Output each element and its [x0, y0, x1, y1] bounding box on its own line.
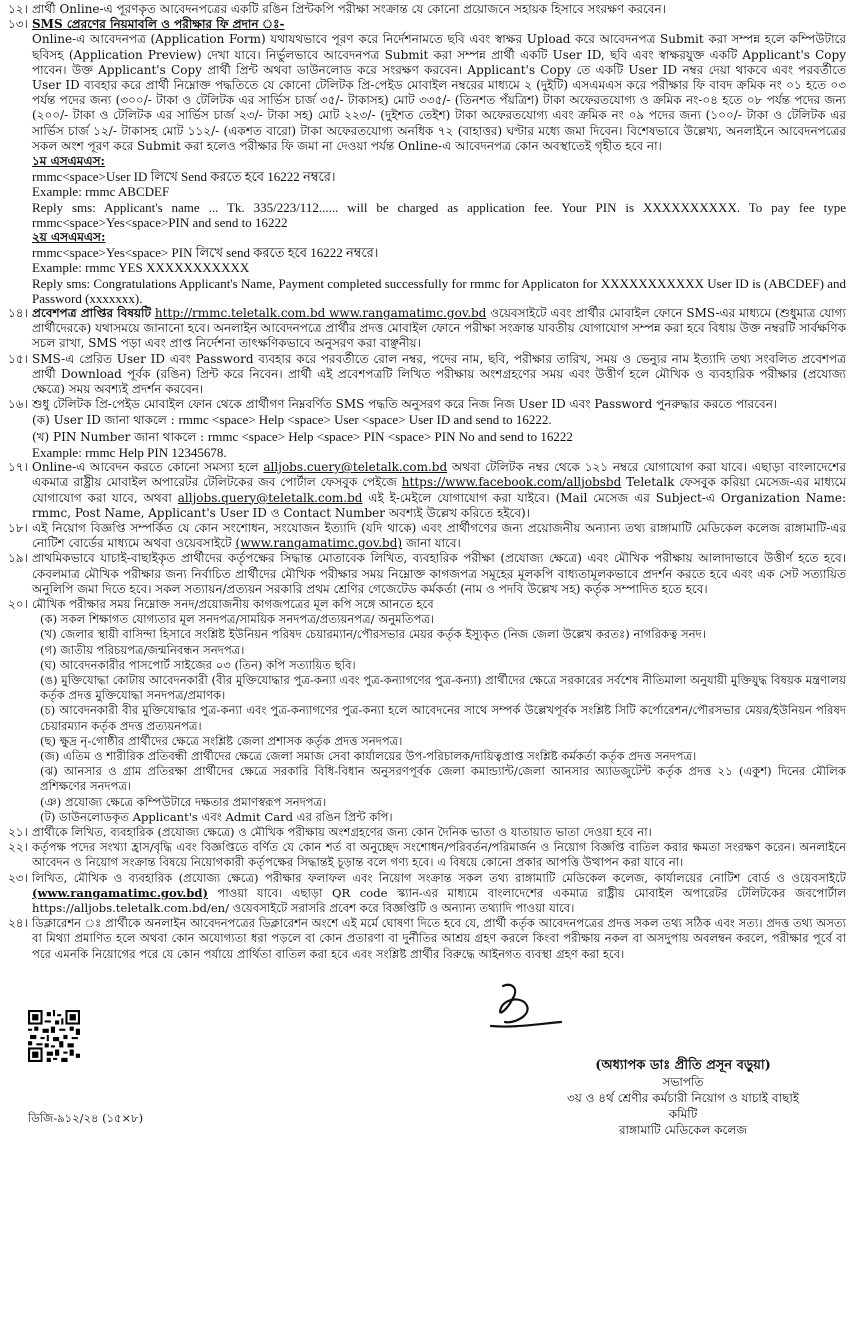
list-item: (ঞ) প্রযোজ্য ক্ষেত্রে কম্পিউটারে দক্ষতার প্রমাণস্বরূপ সনদপত্র। — [40, 794, 327, 809]
recover-example: Example: rmmc Help PIN 12345678. — [32, 444, 227, 460]
clause-18 — [8, 521, 846, 551]
clause-text: লিখিত, মৌখিক ও ব্যবহারিক (প্রযোজ্য ক্ষেত্রে) পরীক্ষার ফলাফল এবং নিয়োগ সংক্রান্ত সকল তথ্য রাঙ্গামাটি মেডিকেল কলেজ, কার্যালয়ের নোটিশ বোর্ড ও ওয়েবসাইটে — [32, 870, 846, 885]
clause-text: প্রার্থী Online-এ পূরণকৃত আবেদনপত্রের একটি রঙিন প্রিন্টকপি পরীক্ষা সংক্রান্ত যে কোনো প্রয়োজনে সহায়ক হিসাবে সংরক্ষণ করবেন। — [32, 2, 666, 16]
list-item: (ঙ) মুক্তিযোদ্ধা কোটায় আবেদনকারী (বীর মুক্তিযোদ্ধার পুত্র-কন্যা এবং পুত্র-কন্যাগণের পুত্র-কন্যা) প্রার্থীদের ক্ষেত্রে সরকারের সর্বশেষ নীতিমালা অনুযায়ী মুক্তিযুদ্ধ বিষয়ক মন্ত্রণালয় কর্তৃক প্রদত্ত মুক্তিযোদ্ধা সনদপত্র/প্রমাণক। — [40, 672, 846, 703]
clause-16 — [8, 397, 846, 460]
list-item: (ঘ) আবেদনকারীর পাসপোর্ট সাইজের ০৩ (তিন) কপি সত্যায়িত ছবি। — [40, 657, 356, 672]
clause-number: ১৯। — [8, 551, 28, 566]
clause-23 — [8, 871, 846, 917]
clause-13 — [8, 17, 846, 306]
clause-text: Online-এ আবেদন করতে কোনো সমস্যা হলে — [32, 460, 259, 475]
clause-14 — [8, 306, 846, 352]
list-item: (ট) ডাউনলোডকৃত Applicant's এবং Admit Card এর রঙিন প্রিন্ট কপি। — [40, 809, 393, 824]
clause-text: Teletalk ফেসবুক করিয়া মেসেজ-এর মাধ্যমে যোগাযোগ করা যাবে, অথবা — [32, 475, 847, 505]
sms1-reply: Reply sms: Applicant's name ... Tk. 335/223/112...... will be charged as application fee. Your PIN is XXXXXXXXXX. To pay fee type rmmc<space>Yes<space>PIN and send to 16222 — [32, 199, 846, 230]
list-item: (খ) জেলার স্থায়ী বাসিন্দা হিসাবে সংশ্লিষ্ট ইউনিয়ন পরিষদ চেয়ারম্যান/পৌরসভার মেয়র কর্তৃক ইস্যুকৃত (নিজ জেলা উল্লেখ করতঃ) নাগরিকত্ব সনদ। — [40, 627, 706, 642]
clause-text: ডিক্লারেশন ঃ প্রার্থীকে অনলাইন আবেদনপত্রের ডিক্লারেশন অংশে এই মর্মে ঘোষণা দিতে হবে যে, প্রার্থী কর্তৃক আবেদনপত্রের প্রদত্ত সকল তথ্য সঠিক এবং সত্য। প্রদত্ত তথ্য অসত্য বা মিথ্যা প্রমাণিত হলে অথবা কোন অযোগ্যতা ধরা পড়লে বা কোন প্রতারণা বা দুর্নীতির আশ্রয় গ্রহণ করলে কিংবা পরীক্ষায় নকল বা অসদুপায় অবলম্বন করলে, পরীক্ষার পূর্বে বা পরে এমনকি নিয়োগের পরে যে কোন পর্যায়ে প্রার্থিতা বাতিল করা হবে এবং সংশ্লিষ্ট প্রার্থীর বিরুদ্ধে আইনগত ব্যবস্থা গ্রহণ করা হবে। — [32, 916, 847, 961]
signatory-name: (অধ্যাপক ডাঃ প্রীতি প্রসূন বড়ুয়া) — [595, 1057, 771, 1073]
facebook-page-link[interactable]: https://www.facebook.com/alljobsbd — [401, 475, 622, 490]
sms1-title: ১ম এসএমএস: — [32, 154, 105, 169]
committee-name: ৩য় ও ৪র্থ শ্রেণীর কর্মচারী নিয়োগ ও যাচাই বাছাই কমিটি — [566, 1090, 800, 1121]
qr-code-icon[interactable] — [28, 1010, 80, 1062]
notice-footer — [8, 968, 846, 1138]
list-item: (ক) সকল শিক্ষাগত যোগ্যতার মূল সনদপত্র/সাময়িক সনদপত্র/প্রত্যয়নপত্র/ অনুমতিপত্র। — [40, 612, 435, 627]
clause-17 — [8, 460, 846, 521]
clause-text: মৌখিক পরীক্ষার সময় নিম্নোক্ত সনদ/প্রয়োজনীয় কাগজপত্রের মূল কপি সঙ্গে আনতে হবে — [32, 596, 434, 611]
clause-number: ১৬। — [8, 397, 28, 412]
recover-userid-label: (ক) User ID জানা থাকলে : — [32, 413, 175, 428]
clause-number: ১৫। — [8, 351, 28, 366]
clause-number: ২১। — [8, 824, 28, 839]
signatory-block — [563, 1058, 803, 1138]
recover-pin-label: (খ) PIN Number জানা থাকলে : — [32, 429, 205, 444]
admit-card-lead: প্রবেশপত্র প্রাপ্তির বিষয়টি — [32, 306, 152, 321]
clause-number: ১২। — [8, 2, 28, 16]
sms2-example: Example: rmmc YES XXXXXXXXXXX — [32, 260, 250, 276]
clause-20 — [8, 597, 846, 825]
clause-text: এই ই-মেইলে যোগাযোগ করা যাইবে। (Mail মেসেজ এর Subject-এ Organization Name: rmmc, Post Name, Applicant's User ID ও Contact Number অবশ্যই উল্লেখ করিতে হইবে)। — [32, 490, 846, 520]
list-item: (ছ) ক্ষুদ্র নৃ-গোষ্ঠীর প্রার্থীদের ক্ষেত্রে সংশ্লিষ্ট জেলা প্রশাসক কর্তৃক প্রদত্ত সনদপত্র। — [40, 733, 403, 748]
clause-number: ১৭। — [8, 460, 28, 475]
website-link[interactable]: http://rmmc.teletalk.com.bd www.rangamatimc.gov.bd — [154, 306, 487, 321]
list-item: (জ) এতিম ও শারীরিক প্রতিবন্ধী প্রার্থীদের ক্ষেত্রে জেলা সমাজ সেবা কার্যালয়ের উপ-পরিচালক/দায়িত্বপ্রাপ্ত সংশ্লিষ্ট কর্মকর্তা কর্তৃক প্রদত্ত সনদপত্র। — [40, 748, 697, 763]
sms2-reply: Reply sms: Congratulations Applicant's Name, Payment completed successfully for rmmc for Applicaton for XXXXXXXXXXX User ID is (ABCDEF) and Password (xxxxxxx). — [32, 275, 846, 306]
list-item: (চ) আবেদনকারী বীর মুক্তিযোদ্ধার পুত্র-কন্যা এবং পুত্র-কন্যাগণের পুত্র-কন্যা হলে আবেদনের সাথে সম্পর্ক উল্লেখপূর্বক সংশ্লিষ্ট সিটি কর্পোরেশন/পৌরসভার মেয়র/ইউনিয়ন পরিষদ চেয়ারম্যান কর্তৃক প্রদত্ত প্রত্যয়নপত্র। — [40, 703, 846, 733]
sms-rules-body: Online-এ আবেদনপত্র (Application Form) যথাযথভাবে পূরণ করে নির্দেশনামতে ছবি এবং স্বাক্ষর Upload করে আবেদনপত্র Submit করা সম্পন্ন হলে কম্পিউটারে ছবিসহ (Application Preview) দেখা যাবে। নির্ভুলভাবে আবেদনপত্র Submit করা সম্পন্ন প্রার্থী একটি User ID, ছবি এবং স্বাক্ষরযুক্ত একটি Applicant's Copy পাবেন। উক্ত Applicant's Copy প্রার্থী প্রিন্ট অথবা ডাউনলোড করে সংরক্ষণ করবেন। Applicant's Copy তে একটি User ID নম্বর দেয়া থাকবে এবং পরবর্তীতে User ID ব্যবহার করে প্রার্থী নিম্নোক্ত পদ্ধতিতে যে কোনো টেলিটক প্রি-পেইড মোবাইল নম্বরের মাধ্যমে ২ (দুইটি) এসএমএস করে পরীক্ষার ফি বাবদ ক্রমিক নং ০১ হতে ০৩ পর্যন্ত পদের জন্য (৩০০/- টাকা ও টেলিটক এর সার্ভিস চার্জ ৩৫/- টাকাসহ) মোট ৩৩৫/- (তিনশত পঁয়ত্রিশ) টাকা অফেরতযোগ্য ও ক্রমিক নং-০৪ হতে ০৮ পর্যন্ত পদের জন্য (২০০/- টাকা ও টেলিটক এর সার্ভিস চার্জ ২৩/- টাকা সহ) মোট ২২৩/- (দুইশত তেইশ) টাকা অফেরতযোগ্য এবং ক্রমিক নং ০৯ পদের জন্য (১০০/- টাকা ও টেলিটক এর সার্ভিস চার্জ ১২/- টাকাসহ মোট ১১২/- (একশত বারো) টাকা অফেরতযোগ্য অনধিক ৭২ (বাহাত্তর) ঘণ্টার মধ্যে জমা দিবেন। বিশেষভাবে উল্লেখ্য, অনলাইনে আবেদনপত্রের সকল অংশ পূরণ করে Submit করা হলেও পরীক্ষার ফি জমা না দেওয়া পর্যন্ত Online-এ আবেদনপত্র কোন অবস্থাতেই গৃহীত হবে না। — [32, 32, 846, 153]
clause-number: ২৪। — [8, 916, 28, 931]
clause-text: অথবা টেলিটক নম্বর থেকে ১২১ নম্বরে যোগাযোগ করা যাবে। এছাড়া বাংলাদেশের একমাত্র রাষ্ট্রীয় মোবাইল অপারেটর টেলিটকের জব পোর্টাল ফেসবুক পেইজে — [32, 460, 846, 490]
clause-text: এই নিয়োগ বিজ্ঞপ্তি সম্পর্কিত যে কোন সংশোধন, সংযোজন ইত্যাদি (যদি থাকে) এবং প্রার্থীগণের জন্য প্রয়োজনীয় অন্যান্য তথ্য রাঙ্গামাটি মেডিকেল কলেজ রাঙ্গামাটি-এর নোটিশ বোর্ডের মাধ্যমে অথবা ওয়েবসাইটে — [32, 520, 846, 551]
clause-text: পাওয়া যাবে। এছাড়া QR code স্ক্যান-এর মাধ্যমে বাংলাদেশের একমাত্র রাষ্ট্রীয় মোবাইল অপারেটর টেলিটকের জবপোর্টাল https://alljobs.teletalk.com.bd/en/ ওয়েবসাইটে সরাসরি প্রবেশ করে বিজ্ঞপ্তিটি ও অন্যান্য তথ্যাদি পাওয়া যাবে। — [32, 885, 847, 915]
recover-pin-sms: rmmc <space> Help <space> PIN <space> PIN No and send to 16222 — [207, 428, 573, 444]
institution-name: রাঙ্গামাটি মেডিকেল কলেজ — [618, 1122, 748, 1137]
clause-number: ২০। — [8, 596, 28, 611]
list-item: (গ) জাতীয় পরিচয়পত্র/জন্মনিবন্ধন সনদপত্র। — [40, 642, 245, 657]
signatory-role: সভাপতি — [662, 1074, 704, 1089]
clause-number: ১৪। — [8, 306, 28, 321]
clause-number: ১৮। — [8, 520, 28, 535]
clause-text: জানা যাবে। — [405, 536, 461, 551]
support-email-link[interactable]: alljobs.cuery@teletalk.com.bd — [263, 460, 448, 475]
recover-userid-sms: rmmc <space> Help <space> User <space> User ID and send to 16222. — [178, 412, 552, 428]
website-link[interactable]: (www.rangamatimc.gov.bd) — [32, 885, 209, 900]
clause-24 — [8, 916, 846, 962]
recover-userid — [32, 412, 846, 428]
clause-number: ২৩। — [8, 870, 28, 885]
clause-21 — [8, 825, 846, 840]
list-item: (ঝ) আনসার ও গ্রাম প্রতিরক্ষা প্রার্থীদের ক্ষেত্রে সরকারি বিধি-বিধান অনুসরণপূর্বক জেলা কমান্ড্যান্ট/জেলা আনসার অ্যাডজুটেন্ট কর্তৃক প্রদত্ত ২১ (একুশ) দিনের মৌলিক প্রশিক্ষণের সনদপত্র। — [40, 764, 846, 794]
clause-text: প্রার্থীকে লিখিত, ব্যবহারিক (প্রযোজ্য ক্ষেত্রে) ও মৌখিক পরীক্ষায় অংশগ্রহণের জন্য কোন দৈনিক ভাতা ও যাতায়াত ভাতা দেওয়া হবে না। — [32, 824, 652, 839]
clause-text: ওয়েবসাইটে এবং প্রার্থীর মোবাইল ফোনে SMS-এর মাধ্যমে (শুধুমাত্র যোগ্য প্রার্থীদেরকে) যথাসময়ে জানানো হবে। অনলাইন আবেদনপত্রে প্রার্থীর প্রদত্ত মোবাইল ফোনে পরীক্ষা সংক্রান্ত যাবতীয় যোগাযোগ সম্পন্ন করা হবে বিধায় উক্ত নম্বরটি সার্বক্ষণিক সচল রাখা, SMS পড়া এবং প্রাপ্ত নির্দেশনা তাৎক্ষণিকভাবে অনুসরণ করা বাঞ্ছনীয়। — [32, 306, 846, 351]
sms2-title: ২য় এসএমএস: — [32, 230, 106, 245]
clause-number: ১৩। — [8, 17, 28, 32]
sms1-example: Example: rmmc ABCDEF — [32, 184, 170, 200]
query-email-link[interactable]: alljobs.query@teletalk.com.bd — [177, 490, 363, 505]
signature-icon — [483, 978, 563, 1034]
clause-19 — [8, 551, 846, 597]
clause-text: SMS-এ প্রেরিত User ID এবং Password ব্যবহার করে পরবর্তীতে রোল নম্বর, পদের নাম, ছবি, পরীক্ষার তারিখ, সময় ও ভেন্যুর নাম ইত্যাদি তথ্য সংবলিত প্রবেশপত্র প্রার্থী Download পূর্বক (রঙিন) প্রিন্ট করে নিবেন। প্রার্থী এই প্রবেশপত্রটি লিখিত পরীক্ষায় অংশগ্রহণের সময় এবং উত্তীর্ণ হলে মৌখিক ও ব্যবহারিক পরীক্ষার (প্রযোজ্য ক্ষেত্রে) সময় অবশ্যই প্রদর্শন করবেন। — [32, 351, 846, 397]
website-link[interactable]: (www.rangamatimc.gov.bd) — [235, 536, 403, 551]
sms1-instruction: rmmc<space>User ID লিখে Send করতে হবে 16222 নম্বরে। — [32, 169, 336, 185]
clause-22 — [8, 840, 846, 870]
clause-12 — [8, 2, 846, 17]
recover-pin — [32, 429, 846, 445]
clause-text: শুধু টেলিটক প্রি-পেইড মোবাইল ফোন থেকে প্রার্থীগণ নিম্নবর্ণিত SMS পদ্ধতি অনুসরণ করে নিজ নিজ User ID এবং Password পুনরুদ্ধার করতে পারবেন। — [32, 397, 778, 412]
clause-number: ২২। — [8, 840, 28, 855]
clause-15 — [8, 352, 846, 398]
reference-number: ডিজি-৯১২/২৪ (১৫×৮) — [28, 1110, 144, 1125]
sms2-instruction: rmmc<space>Yes<space> PIN লিখে send করতে হবে 16222 নম্বরে। — [32, 245, 379, 261]
clause-text: কর্তৃপক্ষ পদের সংখ্যা হ্রাস/বৃদ্ধি এবং বিজ্ঞপ্তিতে বর্ণিত যে কোন শর্ত বা অনুচ্ছেদ সংশোধন/পরিবর্তন/পরিমার্জন ও নিয়োগ বিজ্ঞপ্তি বাতিল করার ক্ষমতা সংরক্ষণ করেন। অনলাইনে আবেদন ও নিয়োগ সংক্রান্ত বিষয়ে নিয়োগকারী কর্তৃপক্ষের সিদ্ধান্তই চূড়ান্ত বলে গণ্য হবে। এ বিষয়ে কোনো প্রকার আপত্তি উত্থাপন করা যাবে না। — [32, 840, 846, 870]
sms-rules-heading: SMS প্রেরণের নিয়মাবলি ও পরীক্ষার ফি প্রদান ঃ- — [32, 17, 285, 32]
clause-text: প্রাথমিকভাবে যাচাই-বাছাইকৃত প্রার্থীদের কর্তৃপক্ষের সিদ্ধান্ত মোতাবেক লিখিত, ব্যবহারিক পরীক্ষা (প্রযোজ্য ক্ষেত্রে) এবং মৌখিক পরীক্ষায় আলাদাভাবে উত্তীর্ণ হতে হবে। কেবলমাত্র মৌখিক পরীক্ষার জন্য নির্বাচিত প্রার্থীদের মৌখিক পরীক্ষার সময় নিম্নোক্ত কাগজপত্র সমূহের মূলকপি বাধ্যতামূলকভাবে প্রদর্শন করতে হবে এবং এক সেট সত্যায়িত অনুলিপি জমা দিতে হবে। সকল সত্যায়ন/প্রত্যয়ন সরকারি প্রথম শ্রেণির গেজেটেড কর্মকর্তা (নাম ও পদবি উল্লেখ সহ) কর্তৃক সম্পাদিত হতে হবে। — [32, 551, 846, 596]
